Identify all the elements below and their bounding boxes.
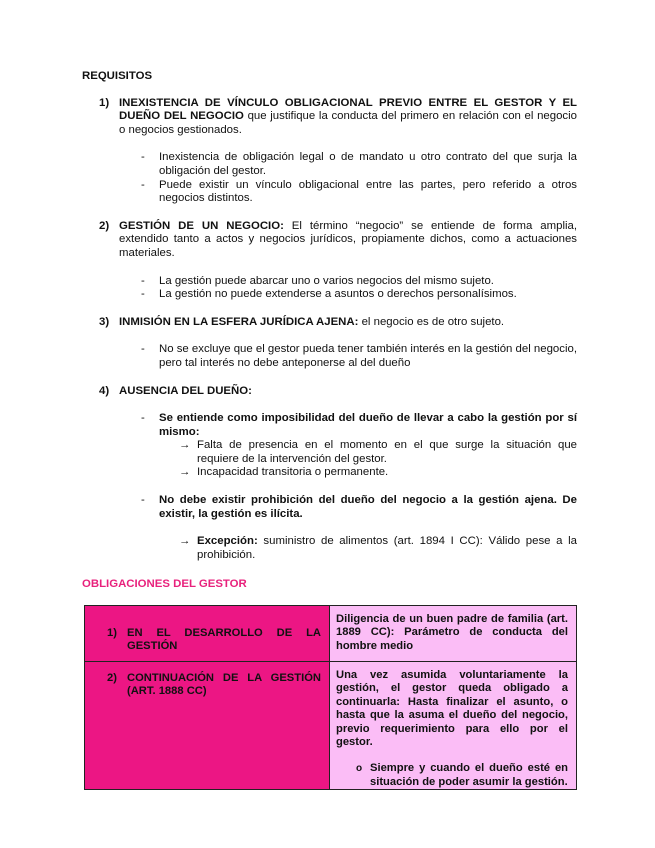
list-item: - No se excluye que el gestor pueda tener también interés en la gestión del negocio, pero tal interés no debe anteponerse al del dueño [82,343,577,370]
list-item: - La gestión no puede extenderse a asuntos o derechos personalísimos. [82,288,577,302]
requisito-1-text [82,97,577,138]
list-item [179,466,577,480]
circle-bullet-icon: o [356,763,363,775]
requisitos-heading: REQUISITOS [82,70,153,82]
arrow-list [179,439,577,480]
requisito-4-bullets [82,412,577,562]
list-item-text: Siempre y cuando el dueño esté en situación de poder asumir la gestión. [370,762,568,788]
row-title: EN EL DESARROLLO DE LA GESTIÓN [127,627,321,653]
list-item-text: Falta de presencia en el momento en el que surge la situación que requiere de la intervención del gestor. [197,439,577,465]
list-item [179,439,577,466]
requisito-body: el negocio es de otro sujeto. [358,315,505,328]
requisito-title: INMISIÓN EN LA ESFERA JURÍDICA AJENA: [119,315,359,328]
requisito-4-text [82,385,577,399]
obligaciones-table [84,605,577,790]
list-item: - Inexistencia de obligación legal o de mandato u otro contrato del que surja la obligación del gestor. [82,151,577,178]
requisito-1-bullets [82,151,577,205]
requisito-3-text [82,316,577,330]
row-description: Una vez asumida voluntariamente la gestión, el gestor queda obligado a continuarla: Hasta finalizar el asunto, o hasta que la asuma el dueño del negocio, previo requerimiento para ello por el gestor. [336,669,568,749]
row-title: CONTINUACIÓN DE LA GESTIÓN (ART. 1888 CC) [127,672,321,698]
list-item-text: Incapacidad transitoria o permanente. [197,466,389,479]
requisito-title: INEXISTENCIA DE VÍNCULO OBLIGACIONAL PREVIO ENTRE EL GESTOR Y EL DUEÑO DEL NEGOCIO [119,96,577,123]
requisito-number: 3) [99,315,110,328]
table-cell-right [330,662,577,790]
requisito-body: El término “negocio” se entiende de forma amplia, extendido tanto a actos y negocios jurídicos, propiamente dichos, como a actuaciones materiales. [119,219,578,259]
arrow-right-icon: → [179,535,191,548]
requisito-2 [82,220,577,302]
list-item [336,762,568,789]
list-item: - La gestión puede abarcar uno o varios negocios del mismo sujeto. [82,275,577,289]
requisito-3-bullets [82,343,577,370]
list-item: - Puede existir un vínculo obligacional entre las partes, pero referido a otros negocios distintos. [82,179,577,206]
obligaciones-heading: OBLIGACIONES DEL GESTOR [82,578,247,591]
list-item [82,412,577,480]
requisito-title: AUSENCIA DEL DUEÑO: [119,384,252,397]
requisito-2-text [82,220,577,261]
table-cell-left [85,662,330,790]
requisito-title: GESTIÓN DE UN NEGOCIO: [119,219,284,232]
arrow-right-icon: → [179,439,191,452]
table-row [85,662,577,790]
requisito-2-bullets [82,275,577,302]
list-item [82,494,577,562]
arrow-right-icon: → [179,466,191,479]
requisito-number: 4) [99,384,110,397]
subrequisito-title: No debe existir prohibición del dueño del negocio a la gestión ajena. De existir, la gestión es ilícita. [159,494,577,520]
table-cell-right [330,606,577,662]
arrow-list [179,535,577,562]
list-item [179,535,577,562]
requisito-4 [82,385,577,563]
exception-text: suministro de alimentos (art. 1894 I CC): Válido pese a la prohibición. [197,535,577,561]
table-row [85,606,577,662]
row-number: 1) [107,627,117,640]
subrequisito-title: Se entiende como imposibilidad del dueño de llevar a cabo la gestión por sí mismo: [159,412,577,438]
table-cell-left [85,606,330,662]
requisito-3 [82,316,577,371]
requisito-body: que justifique la conducta del primero en relación con el negocio o negocios gestionados. [119,110,577,136]
requisito-number: 2) [99,219,110,232]
requisito-1 [82,97,577,206]
requisito-number: 1) [99,96,110,109]
row-description: Diligencia de un buen padre de familia (art. 1889 CC): Parámetro de conducta del hombre medio [336,613,568,652]
row-number: 2) [107,672,117,685]
exception-label: Excepción: [197,535,258,548]
